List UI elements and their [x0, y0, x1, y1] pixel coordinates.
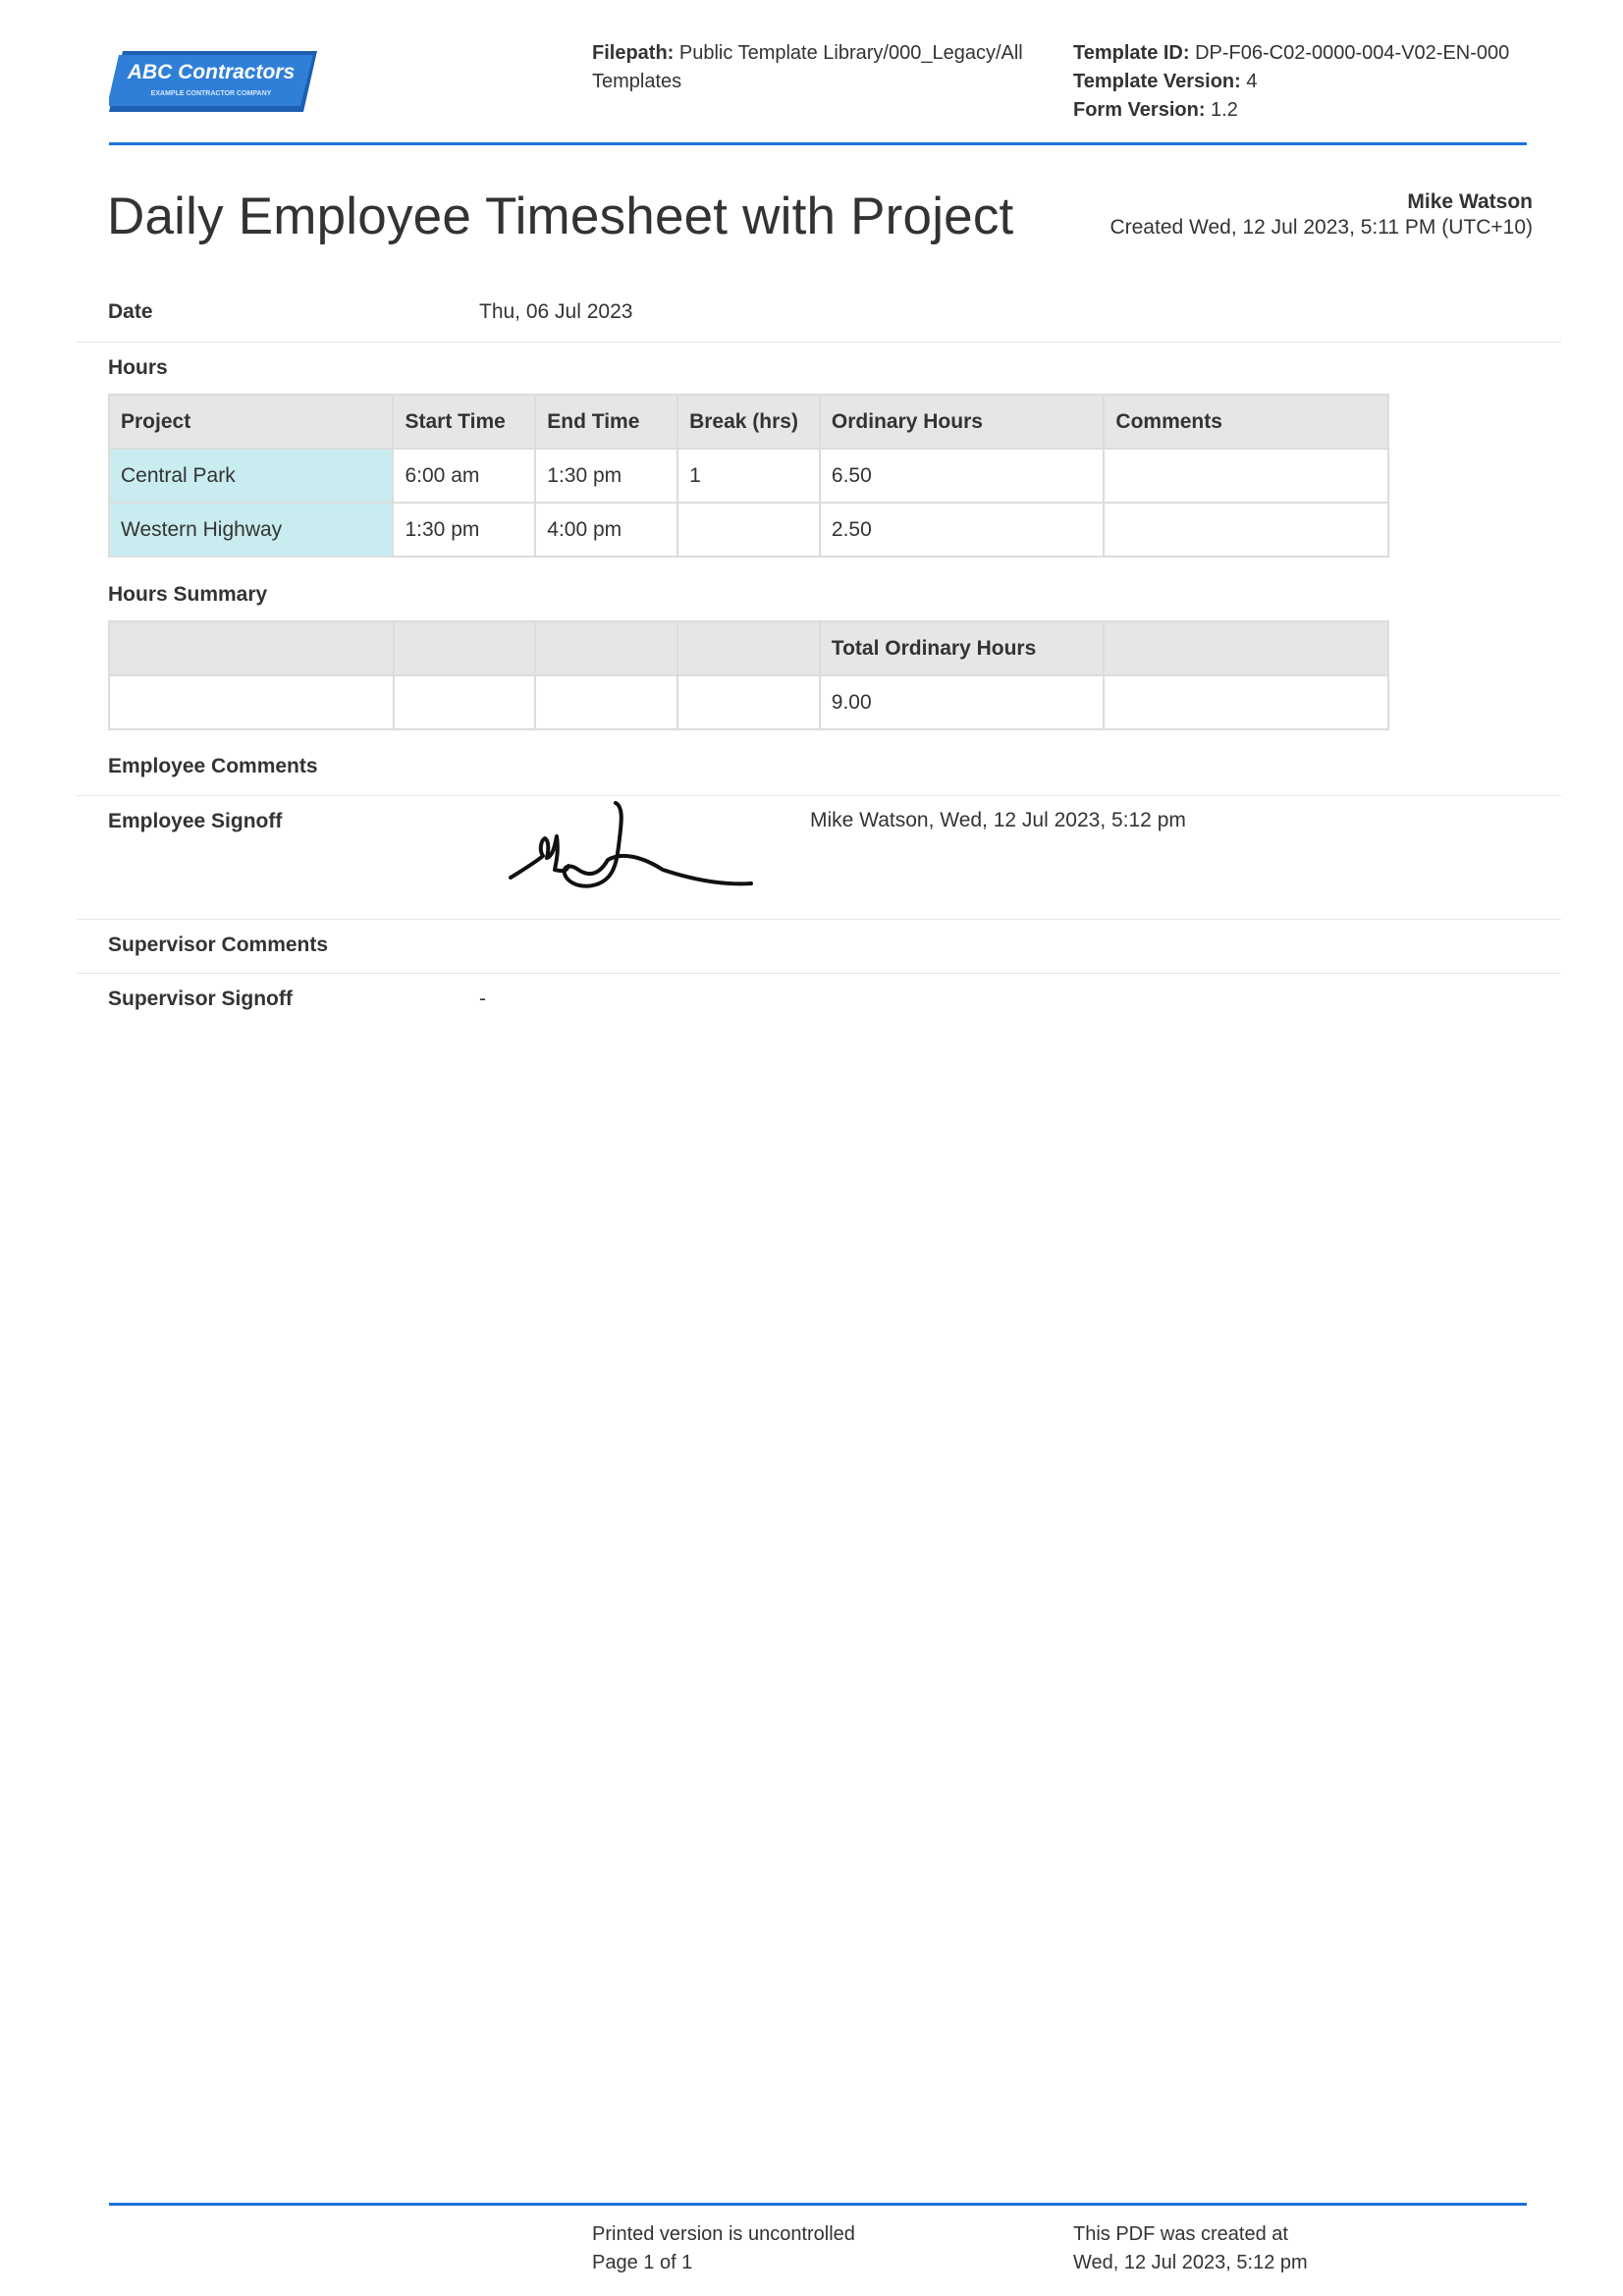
divider — [77, 973, 1561, 974]
footer-rule — [109, 2203, 1527, 2206]
employee-signature — [506, 801, 756, 905]
cell-start-time: 6:00 am — [393, 449, 535, 503]
col-end-time: End Time — [535, 395, 677, 449]
logo-tagline: EXAMPLE CONTRACTOR COMPANY — [150, 90, 272, 97]
pdf-created-timestamp: Wed, 12 Jul 2023, 5:12 pm — [1073, 2252, 1308, 2273]
cell-project: Western Highway — [109, 503, 393, 557]
summary-cell-4 — [677, 675, 820, 729]
created-info — [1109, 189, 1533, 240]
hours-summary-label: Hours Summary — [108, 583, 268, 606]
summary-col-3 — [535, 621, 677, 675]
col-ordinary-hours: Ordinary Hours — [820, 395, 1105, 449]
employee-comments-label: Employee Comments — [108, 755, 318, 777]
company-logo — [109, 51, 317, 112]
date-label: Date — [108, 300, 153, 323]
page-number: Page 1 of 1 — [592, 2252, 693, 2273]
summary-col-6 — [1104, 621, 1388, 675]
divider — [77, 919, 1561, 920]
summary-cell-6 — [1104, 675, 1388, 729]
filepath-value: Public Template Library/000_Legacy/All Templates — [592, 42, 1023, 92]
footer-print-info — [592, 2220, 855, 2277]
cell-break — [677, 503, 820, 557]
summary-cell-3 — [535, 675, 677, 729]
col-project: Project — [109, 395, 393, 449]
cell-end-time: 1:30 pm — [535, 449, 677, 503]
template-id-line — [1073, 39, 1584, 68]
page-title: Daily Employee Timesheet with Project — [107, 187, 1014, 245]
summary-cell-2 — [394, 675, 536, 729]
template-version-line — [1073, 68, 1584, 96]
form-version-label: Form Version: — [1073, 99, 1206, 121]
footer-created-info — [1073, 2220, 1308, 2277]
summary-col-total-ordinary-hours: Total Ordinary Hours — [820, 621, 1105, 675]
template-id-value: DP-F06-C02-0000-004-V02-EN-000 — [1195, 42, 1510, 64]
summary-col-4 — [677, 621, 820, 675]
filepath-info — [592, 39, 1054, 96]
summary-cell-1 — [109, 675, 394, 729]
hours-label: Hours — [108, 356, 168, 379]
cell-comments — [1104, 503, 1388, 557]
hours-summary-table — [108, 620, 1389, 730]
author-name: Mike Watson — [1407, 190, 1533, 213]
col-comments: Comments — [1104, 395, 1388, 449]
template-version-label: Template Version: — [1073, 71, 1241, 92]
cell-ordinary-hours: 6.50 — [820, 449, 1105, 503]
divider — [77, 795, 1561, 796]
supervisor-signoff-label: Supervisor Signoff — [108, 988, 293, 1010]
form-version-line — [1073, 96, 1584, 125]
pdf-created-label: This PDF was created at — [1073, 2223, 1288, 2245]
employee-signoff-value: Mike Watson, Wed, 12 Jul 2023, 5:12 pm — [810, 809, 1186, 831]
table-header-row — [109, 621, 1388, 675]
employee-signoff-label: Employee Signoff — [108, 810, 283, 832]
divider — [77, 342, 1561, 343]
logo-name: ABC Contractors — [127, 61, 296, 83]
supervisor-signoff-value: - — [479, 988, 486, 1010]
created-timestamp: Created Wed, 12 Jul 2023, 5:11 PM (UTC+10) — [1109, 216, 1533, 239]
summary-col-2 — [394, 621, 536, 675]
cell-start-time: 1:30 pm — [393, 503, 535, 557]
table-header-row — [109, 395, 1388, 449]
form-version-value: 1.2 — [1211, 99, 1238, 121]
col-break: Break (hrs) — [677, 395, 820, 449]
cell-project: Central Park — [109, 449, 393, 503]
template-id-label: Template ID: — [1073, 42, 1190, 64]
supervisor-comments-label: Supervisor Comments — [108, 934, 329, 956]
template-info — [1073, 39, 1584, 125]
cell-comments — [1104, 449, 1388, 503]
table-row — [109, 449, 1388, 503]
col-start-time: Start Time — [393, 395, 535, 449]
cell-ordinary-hours: 2.50 — [820, 503, 1105, 557]
cell-break: 1 — [677, 449, 820, 503]
uncontrolled-notice: Printed version is uncontrolled — [592, 2223, 855, 2245]
date-value: Thu, 06 Jul 2023 — [479, 300, 633, 323]
hours-table — [108, 394, 1389, 558]
summary-col-1 — [109, 621, 394, 675]
summary-cell-total-ordinary-hours: 9.00 — [820, 675, 1105, 729]
cell-end-time: 4:00 pm — [535, 503, 677, 557]
table-row — [109, 675, 1388, 729]
table-row — [109, 503, 1388, 557]
template-version-value: 4 — [1246, 71, 1258, 92]
filepath-label: Filepath: — [592, 42, 675, 64]
header-rule — [109, 142, 1527, 145]
